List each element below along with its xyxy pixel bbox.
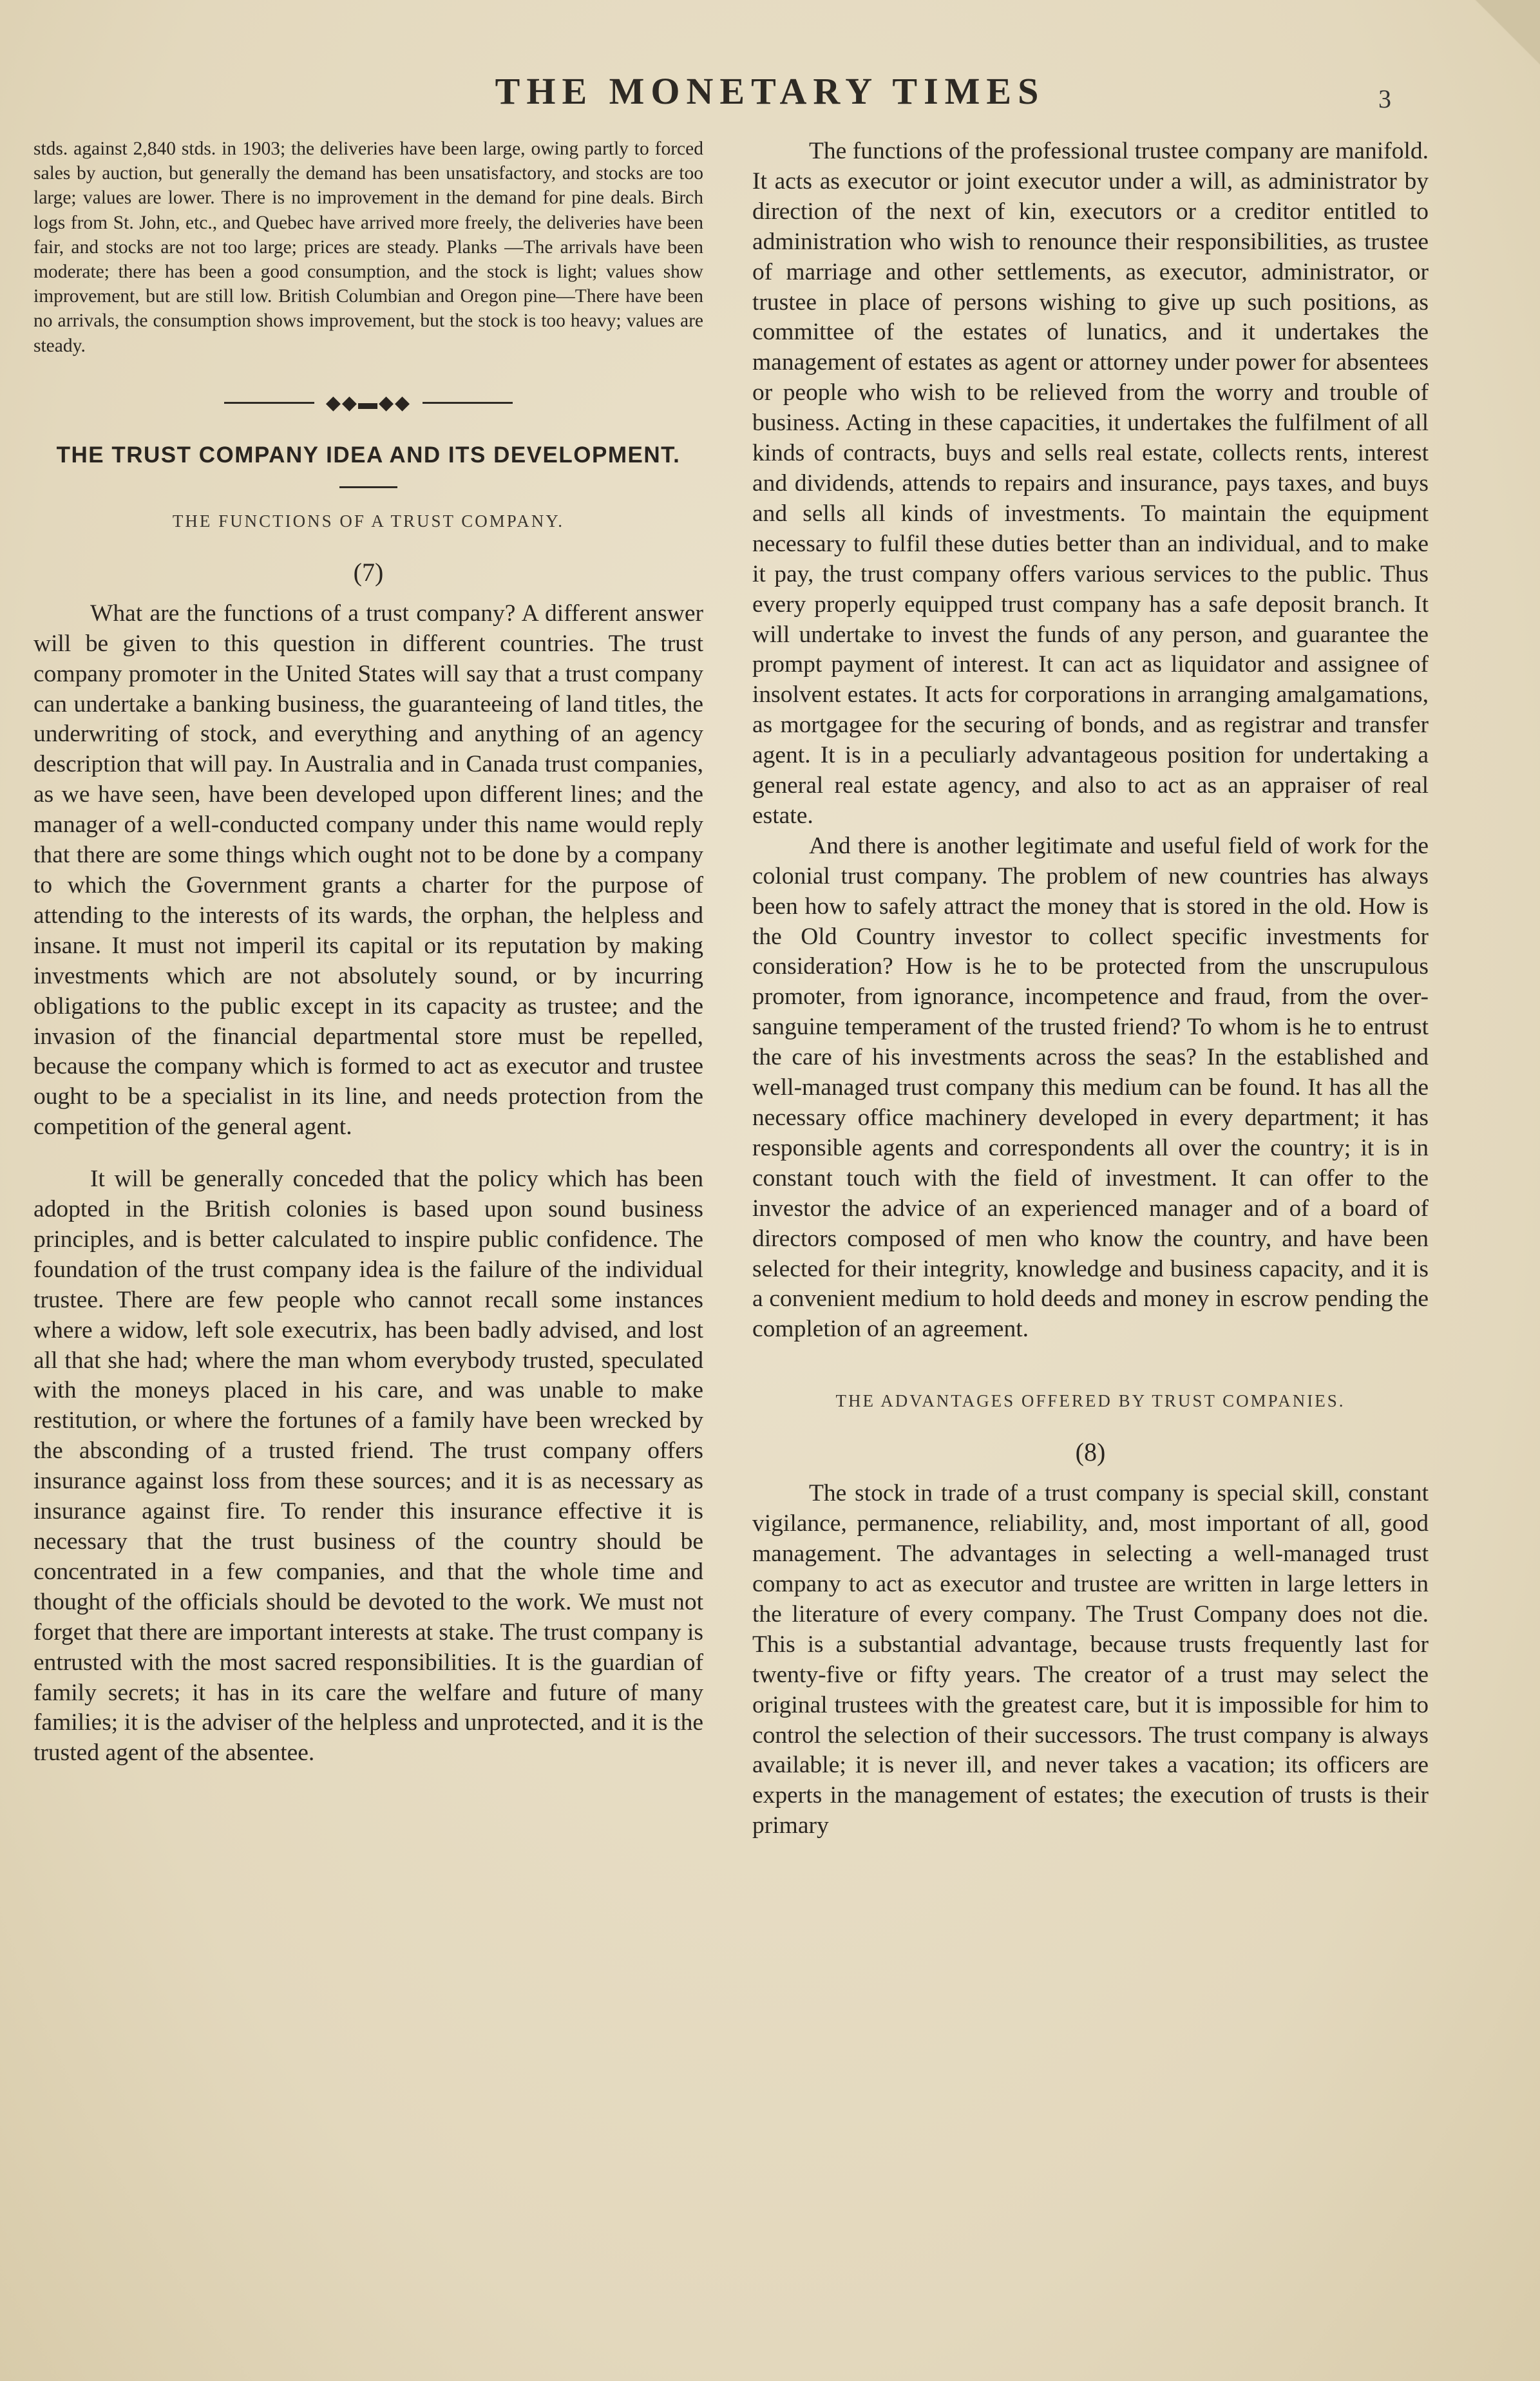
folded-corner (1469, 0, 1540, 71)
section-gap (752, 1345, 1429, 1391)
title-rule (339, 486, 397, 488)
page-number: 3 (1378, 84, 1391, 113)
right-paragraph-3: The stock in trade of a trust company is special skill, constant vigilance, permanence, reliability, and, most important of all, good management. The advantages in selecting a well-managed trust company to act as executor and trustee are written in large letters in the literature of every company. The Trust Company does not die. This is a substantial advantage, because trusts frequently last for twenty-five or fifty years. The creator of a trust may select the original trustees with the greatest care, but it is impossible for him to control the selection of their successors. The trust company is always available; it is never ill, and never takes a vacation; its officers are experts in the management of estates; the execution of trusts is their primary (752, 1480, 1429, 1839)
right-paragraph-2: And there is another legitimate and useful field of work for the colonial trust company. The problem of new countries has always been how to safely attract the money that is stored in the old. How is the Old Country investor to collect specific investments for consideration? How is he to be protected from the unscrupulous promoter, from ignorance, incompetence and fraud, from the over-sanguine temperament of the trusted friend? To whom is he to entrust the care of his investments across the seas? In the established and well-managed trust company this medium can be found. It has all the necessary office machinery developed in every department; it has responsible agents and correspondents all over the country; it is in constant touch with the field of investment. It can offer to the investor the advice of an experienced manager and of a board of directors composed of men who know the country, and have been selected for their integrity, knowledge and business capacity, and it is a convenient medium to hold deeds and money in escrow pending the completion of an agreement. (752, 832, 1429, 1343)
left-paragraph-1: What are the functions of a trust company? A different answer will be given to this question in different countries. The trust company promoter in the United States will say that a trust company can undertake a banking business, the guaranteeing of land titles, the underwriting of stock, and everything and anything of an agency description that will pay. In Australia and in Canada trust companies, as we have seen, have been developed upon different lines; and the manager of a well-conducted company under this name would reply that there are some things which ought not to be done by a company to which the Government grants a charter for the purpose of attending to the interests of its wards, the orphan, the helpless and insane. It must not imperil its capital or its reputation by making investments which are not absolutely sound, or by incurring obligations to the public except in its capacity as trustee; and the invasion of the financial departmental store must be repelled, because the company which is formed to act as executor and trustee ought to be a specialist in its line, and needs protection from the competition of the general agent. (33, 600, 703, 1141)
section-ornament (33, 392, 703, 414)
continued-article-text: stds. against 2,840 stds. in 1903; the deliveries have been large, owing partly to forced sales by auction, but generally the demand has been unsatisfactory, and stocks are too large; values are lower. There is no improvement in the demand for pine deals. Birch logs from St. John, etc., and Quebec have arrived more freely, the deliveries have been fair, and stocks are not too large; prices are steady. Planks —The arrivals have been moderate; there has been a good consumption, and the stock is light; values show improvement, but are still low. British Columbian and Oregon pine—There have been no arrivals, the consumption shows improvement, but the stock is too heavy; values are steady. (33, 138, 703, 356)
ornament-rule-left (224, 402, 314, 404)
ornament-rule-right (423, 402, 513, 404)
ornament-glyph: ◆◆▬◆◆ (325, 392, 412, 413)
section-heading-advantages: THE ADVANTAGES OFFERED BY TRUST COMPANIES. (835, 1391, 1345, 1411)
right-column (752, 137, 1429, 1841)
paragraph-gap (33, 1143, 703, 1164)
section-number-7: (7) (353, 557, 384, 587)
article-title: THE TRUST COMPANY IDEA AND ITS DEVELOPMENT. (56, 442, 681, 468)
section-number-8: (8) (1075, 1437, 1106, 1467)
section-heading-functions: THE FUNCTIONS OF A TRUST COMPANY. (172, 511, 565, 531)
left-column (33, 137, 703, 1769)
left-paragraph-2: It will be generally conceded that the policy which has been adopted in the British colonies is based upon sound business principles, and is better calculated to inspire public confidence. The foundation of the trust company idea is the failure of the individual trustee. There are few people who cannot recall some instances where a widow, left sole executrix, has been badly advised, and lost all that she had; where the man whom everybody trusted, speculated with the moneys placed in his care, and was unable to make restitution, or where the fortunes of a family have been wrecked by the absconding of a trusted friend. The trust company offers insurance against loss from these sources; and it is as necessary as insurance against fire. To render this insurance effective it is necessary that the trust business of the country should be concentrated in a few companies, and that the whole time and thought of the officials should be devoted to the work. We must not forget that there are important interests at stake. The trust company is entrusted with the most sacred responsibilities. It is the guardian of family secrets; it has in its care the welfare and future of many families; it is the adviser of the helpless and unprotected, and it is the trusted agent of the absentee. (33, 1166, 703, 1767)
right-paragraph-1: The functions of the professional trustee company are manifold. It acts as executor or joint executor under a will, as administrator by direction of the next of kin, executors or a creditor entitled to administration who wish to renounce their responsibilities, as trustee of marriage and other settlements, as executor, administrator, or trustee in place of persons wishing to give up such positions, as committee of the estates of lunatics, and it undertakes the management of estates as agent or attorney under power for absentees or people who wish to be relieved from the worry and trouble of business. Acting in these capacities, it undertakes the fulfilment of all kinds of contracts, buys and sells real estate, collects rents, interest and dividends, attends to repairs and insurance, pays taxes, and buys and sells all kinds of investments. To maintain the equipment necessary to fulfil these duties better than an individual, and to make it pay, the trust company offers various services to the public. Thus every properly equipped trust company has a safe deposit branch. It will undertake to invest the funds of any person, and guarantee the prompt payment of interest. It can act as liquidator and assignee of insolvent estates. It acts for corporations in arranging amalgamations, as mortgagee for the securing of bonds, and as registrar and transfer agent. It is in a peculiarly advantageous position for undertaking a general real estate agency, and also to act as an appraiser of real estate. (752, 138, 1429, 829)
masthead-title: THE MONETARY TIMES (495, 70, 1045, 112)
